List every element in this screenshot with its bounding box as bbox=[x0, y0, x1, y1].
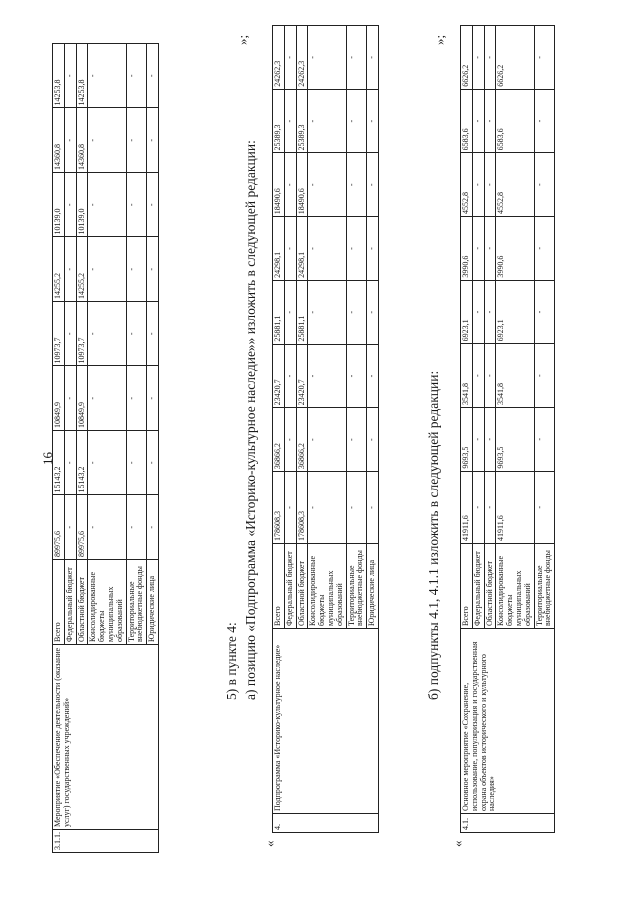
value-cell: - bbox=[472, 153, 484, 217]
value-cell: 14253,8 bbox=[53, 44, 65, 109]
value-cell: - bbox=[284, 472, 296, 544]
value-cell: 14255,2 bbox=[76, 237, 88, 302]
page-number: 16 bbox=[40, 452, 55, 465]
value-cell: - bbox=[534, 89, 555, 153]
value-cell: 9693,5 bbox=[496, 407, 534, 471]
value-cell: 178608,3 bbox=[273, 472, 285, 544]
value-cell: - bbox=[308, 280, 346, 344]
value-cell: 10849,9 bbox=[53, 366, 65, 431]
value-cell: - bbox=[64, 44, 76, 109]
value-cell: - bbox=[284, 217, 296, 281]
instruction-item5b: б) подпункты 4.1, 4.1.1 изложить в следующей редакции: bbox=[426, 370, 441, 700]
instruction-item5a: а) позицию «Подпрограмма «Историко-культурное наследие»» изложить в следующей редакции: bbox=[243, 140, 258, 700]
value-cell: 6583,6 bbox=[461, 89, 473, 153]
value-cell: - bbox=[284, 344, 296, 408]
value-cell: 89975,6 bbox=[53, 495, 65, 560]
value-cell: - bbox=[308, 408, 346, 472]
value-cell: - bbox=[367, 153, 379, 217]
value-cell: - bbox=[367, 344, 379, 408]
funding-source: Федеральный бюджет bbox=[64, 560, 76, 645]
value-cell: - bbox=[534, 407, 555, 471]
value-cell: - bbox=[147, 108, 159, 173]
value-cell: - bbox=[472, 89, 484, 153]
value-cell: - bbox=[308, 217, 346, 281]
value-cell: - bbox=[346, 26, 367, 90]
value-cell: - bbox=[284, 280, 296, 344]
value-cell: - bbox=[484, 26, 496, 90]
table-subprogram-measure-3-1-1 bbox=[52, 43, 159, 853]
value-cell: - bbox=[308, 472, 346, 544]
value-cell: - bbox=[346, 280, 367, 344]
value-cell: - bbox=[346, 408, 367, 472]
funding-source: Всего bbox=[273, 544, 285, 629]
value-cell: 3541,8 bbox=[496, 344, 534, 408]
row-number: 4.1. bbox=[461, 814, 555, 833]
value-cell: 6626,2 bbox=[496, 26, 534, 90]
value-cell: 178608,3 bbox=[296, 472, 308, 544]
funding-source: Областной бюджет bbox=[76, 560, 88, 645]
value-cell: - bbox=[64, 173, 76, 238]
value-cell: 3541,8 bbox=[461, 344, 473, 408]
value-cell: 36866,2 bbox=[296, 408, 308, 472]
value-cell: - bbox=[147, 495, 159, 560]
value-cell: - bbox=[367, 280, 379, 344]
value-cell: - bbox=[472, 407, 484, 471]
value-cell: - bbox=[126, 366, 147, 431]
table-main-measure-4-1 bbox=[460, 25, 555, 833]
value-cell: - bbox=[484, 89, 496, 153]
value-cell: - bbox=[484, 217, 496, 281]
quote-open-2: « bbox=[262, 840, 277, 847]
value-cell: - bbox=[472, 217, 484, 281]
value-cell: - bbox=[284, 26, 296, 90]
value-cell: 14360,8 bbox=[53, 108, 65, 173]
value-cell: 6923,1 bbox=[496, 280, 534, 344]
value-cell: 24262,3 bbox=[296, 26, 308, 90]
value-cell: - bbox=[147, 173, 159, 238]
table-row bbox=[53, 44, 65, 853]
quote-close-2: »; bbox=[432, 34, 447, 45]
value-cell: - bbox=[484, 471, 496, 543]
value-cell: - bbox=[534, 153, 555, 217]
value-cell: - bbox=[88, 366, 126, 431]
value-cell: - bbox=[472, 471, 484, 543]
value-cell: - bbox=[534, 217, 555, 281]
value-cell: - bbox=[534, 26, 555, 90]
value-cell: - bbox=[147, 366, 159, 431]
value-cell: 41911,6 bbox=[461, 471, 473, 543]
value-cell: - bbox=[88, 237, 126, 302]
value-cell: 23420,7 bbox=[296, 344, 308, 408]
value-cell: - bbox=[308, 26, 346, 90]
instruction-item5: 5) в пункте 4: bbox=[224, 622, 239, 700]
value-cell: 89975,6 bbox=[76, 495, 88, 560]
value-cell: - bbox=[284, 153, 296, 217]
value-cell: - bbox=[484, 407, 496, 471]
quote-close-1: »; bbox=[235, 34, 250, 45]
value-cell: 23420,7 bbox=[273, 344, 285, 408]
value-cell: 3990,6 bbox=[461, 217, 473, 281]
value-cell: 15143,2 bbox=[53, 431, 65, 496]
funding-source: Консолидированные бюджеты муниципальных образований bbox=[308, 544, 346, 629]
funding-source: Юридические лица bbox=[367, 544, 379, 629]
funding-source: Территориальные внебюджетные фонды bbox=[346, 544, 367, 629]
value-cell: 14255,2 bbox=[53, 237, 65, 302]
section-title: Подпрограмма «Историко-культурное наследие» bbox=[273, 629, 379, 814]
funding-source: Территориальные внебюджетные фонды bbox=[126, 560, 147, 645]
value-cell: - bbox=[346, 472, 367, 544]
funding-source: Консолидированные бюджеты муниципальных образований bbox=[88, 560, 126, 645]
value-cell: - bbox=[534, 471, 555, 543]
value-cell: - bbox=[367, 89, 379, 153]
value-cell: 24298,1 bbox=[273, 217, 285, 281]
value-cell: 4552,8 bbox=[461, 153, 473, 217]
value-cell: 24298,1 bbox=[296, 217, 308, 281]
funding-source: Федеральный бюджет bbox=[284, 544, 296, 629]
value-cell: - bbox=[346, 217, 367, 281]
value-cell: - bbox=[346, 344, 367, 408]
value-cell: - bbox=[88, 495, 126, 560]
value-cell: - bbox=[126, 431, 147, 496]
funding-source: Федеральный бюджет bbox=[472, 544, 484, 629]
value-cell: - bbox=[88, 108, 126, 173]
value-cell: - bbox=[126, 173, 147, 238]
quote-open-3: « bbox=[450, 840, 465, 847]
value-cell: - bbox=[346, 89, 367, 153]
value-cell: 6626,2 bbox=[461, 26, 473, 90]
value-cell: - bbox=[484, 153, 496, 217]
value-cell: - bbox=[472, 344, 484, 408]
funding-source: Консолидированные бюджеты муниципальных образований bbox=[496, 544, 534, 629]
value-cell: - bbox=[126, 44, 147, 109]
value-cell: - bbox=[308, 344, 346, 408]
value-cell: - bbox=[472, 280, 484, 344]
value-cell: 10849,9 bbox=[76, 366, 88, 431]
funding-source: Всего bbox=[53, 560, 65, 645]
value-cell: - bbox=[126, 302, 147, 367]
value-cell: - bbox=[346, 153, 367, 217]
value-cell: 9693,5 bbox=[461, 407, 473, 471]
value-cell: - bbox=[147, 431, 159, 496]
value-cell: - bbox=[64, 302, 76, 367]
value-cell: - bbox=[484, 344, 496, 408]
value-cell: - bbox=[308, 89, 346, 153]
value-cell: 10139,0 bbox=[76, 173, 88, 238]
value-cell: 3990,6 bbox=[496, 217, 534, 281]
value-cell: 10139,0 bbox=[53, 173, 65, 238]
value-cell: 25881,1 bbox=[273, 280, 285, 344]
value-cell: 6583,6 bbox=[496, 89, 534, 153]
value-cell: - bbox=[367, 408, 379, 472]
value-cell: 6923,1 bbox=[461, 280, 473, 344]
funding-source: Территориальные внебюджетные фонды bbox=[534, 544, 555, 629]
table-row bbox=[461, 26, 473, 833]
value-cell: - bbox=[472, 26, 484, 90]
row-number: 4. bbox=[273, 814, 379, 833]
funding-source: Всего bbox=[461, 544, 473, 629]
value-cell: - bbox=[367, 217, 379, 281]
value-cell: - bbox=[64, 431, 76, 496]
value-cell: - bbox=[126, 108, 147, 173]
value-cell: - bbox=[64, 495, 76, 560]
value-cell: 25881,1 bbox=[296, 280, 308, 344]
table-subprogram-historical-heritage bbox=[272, 25, 379, 833]
value-cell: - bbox=[147, 44, 159, 109]
value-cell: - bbox=[88, 431, 126, 496]
value-cell: 15143,2 bbox=[76, 431, 88, 496]
value-cell: - bbox=[284, 408, 296, 472]
funding-source: Областной бюджет bbox=[484, 544, 496, 629]
funding-source: Юридические лица bbox=[147, 560, 159, 645]
value-cell: 18490,6 bbox=[273, 153, 285, 217]
value-cell: - bbox=[88, 302, 126, 367]
value-cell: - bbox=[88, 44, 126, 109]
value-cell: 18490,6 bbox=[296, 153, 308, 217]
section-title: Основное мероприятие «Сохранение, использование, популяризация и государственная охрана объектов исторического и культурного наследия» bbox=[461, 629, 555, 814]
value-cell: - bbox=[147, 302, 159, 367]
value-cell: - bbox=[64, 366, 76, 431]
value-cell: 36866,2 bbox=[273, 408, 285, 472]
value-cell: - bbox=[64, 237, 76, 302]
row-number: 3.1.1. bbox=[53, 830, 159, 853]
value-cell: 14253,8 bbox=[76, 44, 88, 109]
value-cell: - bbox=[308, 153, 346, 217]
value-cell: - bbox=[147, 237, 159, 302]
value-cell: - bbox=[367, 472, 379, 544]
value-cell: - bbox=[126, 495, 147, 560]
value-cell: 41911,6 bbox=[496, 471, 534, 543]
value-cell: 14360,8 bbox=[76, 108, 88, 173]
value-cell: - bbox=[88, 173, 126, 238]
value-cell: 10973,7 bbox=[76, 302, 88, 367]
value-cell: - bbox=[534, 280, 555, 344]
value-cell: - bbox=[64, 108, 76, 173]
value-cell: - bbox=[126, 237, 147, 302]
value-cell: 4552,8 bbox=[496, 153, 534, 217]
value-cell: 10973,7 bbox=[53, 302, 65, 367]
section-title: Мероприятие «Обеспечение деятельности (оказание услуг) государственных учреждений» bbox=[53, 645, 159, 830]
value-cell: 25389,3 bbox=[296, 89, 308, 153]
value-cell: - bbox=[284, 89, 296, 153]
value-cell: - bbox=[367, 26, 379, 90]
value-cell: - bbox=[484, 280, 496, 344]
funding-source: Областной бюджет bbox=[296, 544, 308, 629]
value-cell: - bbox=[534, 344, 555, 408]
value-cell: 25389,3 bbox=[273, 89, 285, 153]
table-row bbox=[273, 26, 285, 833]
value-cell: 24262,3 bbox=[273, 26, 285, 90]
